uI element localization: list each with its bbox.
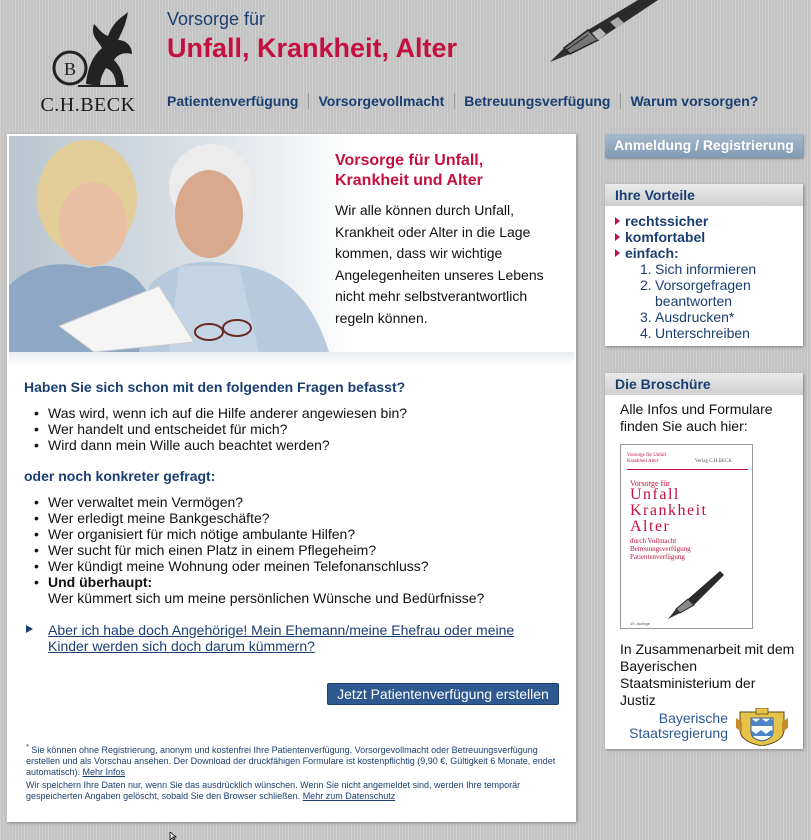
list-item: • Wer verwaltet mein Vermögen? bbox=[34, 494, 484, 510]
broschuere-heading: Die Broschüre bbox=[605, 373, 803, 395]
main-content-panel bbox=[7, 134, 576, 822]
bavarian-coat-of-arms-icon bbox=[734, 708, 790, 746]
concrete-questions-heading: oder noch konkreter gefragt: bbox=[24, 468, 216, 484]
fountain-pen-icon bbox=[666, 567, 726, 621]
more-info-link[interactable]: Mehr Infos bbox=[82, 767, 126, 777]
step-item bbox=[640, 261, 803, 277]
cover-top-text: Vorsorge für Unfall Krankheit Alter bbox=[627, 453, 666, 464]
vorteile-box bbox=[605, 184, 803, 346]
triangle-bullet-icon bbox=[615, 217, 620, 225]
step-number: 2. bbox=[640, 277, 652, 293]
svg-text:B: B bbox=[63, 59, 77, 79]
header-subtitle: Vorsorge für bbox=[167, 9, 266, 29]
list-item: • Wer handelt und entscheidet für mich? bbox=[34, 421, 407, 437]
questions-list bbox=[34, 405, 407, 453]
hero-text: Wir alle können durch Unfall, Krankheit oder Alter in die Lage kommen, dass wir wichtige Angelegenheiten unseres Lebens nicht mehr selbstverantwortlich regeln können. bbox=[335, 202, 544, 326]
cover-title-line: Unfall bbox=[630, 486, 680, 503]
bayerische-staatsregierung-logo[interactable] bbox=[622, 708, 792, 746]
relatives-link-block bbox=[26, 622, 546, 654]
step-label: Ausdrucken* bbox=[655, 309, 735, 325]
nav-separator bbox=[454, 93, 455, 109]
cover-subtitle: durch Vollmacht Betreuungsverfügung Patientenverfügung bbox=[630, 537, 691, 561]
nav-separator bbox=[620, 93, 621, 109]
step-item bbox=[640, 309, 803, 325]
step-item bbox=[640, 277, 803, 309]
questions-heading: Haben Sie sich schon mit den folgenden Fragen befasst? bbox=[24, 379, 406, 395]
nav-warum-vorsorgen[interactable]: Warum vorsorgen? bbox=[630, 93, 759, 109]
vorteile-heading: Ihre Vorteile bbox=[605, 184, 803, 206]
list-item-label: komfortabel bbox=[625, 229, 706, 245]
list-item: • Wer kündigt meine Wohnung oder meinen Telefonanschluss? bbox=[34, 558, 484, 574]
nav-separator bbox=[308, 93, 309, 109]
nav-betreuungsverfuegung[interactable]: Betreuungsverfügung bbox=[464, 93, 611, 109]
concrete-questions-list bbox=[34, 494, 484, 606]
nav-vorsorgevollmacht[interactable]: Vorsorgevollmacht bbox=[318, 93, 445, 109]
list-item: • Was wird, wenn ich auf die Hilfe anderer angewiesen bin? bbox=[34, 405, 407, 421]
privacy-link[interactable]: Mehr zum Datenschutz bbox=[302, 791, 396, 801]
brochure-cover-image[interactable] bbox=[620, 444, 753, 629]
list-item-label: einfach: bbox=[625, 245, 679, 261]
list-item-label: rechtssicher bbox=[625, 213, 709, 229]
griffin-icon bbox=[28, 10, 148, 94]
main-navigation bbox=[167, 93, 758, 109]
arrow-right-icon bbox=[26, 625, 33, 633]
hero-divider bbox=[9, 352, 574, 366]
login-register-button[interactable]: Anmeldung / Registrierung bbox=[605, 134, 803, 158]
step-label: Sich informieren bbox=[655, 261, 757, 277]
list-item: • Wer organisiert für mich nötige ambulante Hilfen? bbox=[34, 526, 484, 542]
create-patientenverfuegung-button[interactable]: Jetzt Patientenverfügung erstellen bbox=[327, 683, 559, 705]
list-item-text: Wer kümmert sich um meine persönlichen Wünsche und Bedürfnisse? bbox=[48, 590, 485, 606]
vorteile-list bbox=[605, 206, 803, 261]
footnote-star: * bbox=[26, 742, 29, 751]
elderly-couple-photo bbox=[9, 136, 354, 352]
broschuere-box bbox=[605, 373, 803, 749]
header-title: Unfall, Krankheit, Alter bbox=[167, 33, 458, 63]
footnote-text-1: Sie können ohne Registrierung, anonym und kostenfrei Ihre Patientenverfügung, Vorsorgevollmacht oder Betreuungsverfügung erstellen und als Vorschau ansehen. Der Download der druckfähigen Formulare ist kostenpflichtig (9,90 €, Gültigkeit 6 Monate, endet automatisch). bbox=[26, 745, 556, 777]
broschuere-outro: In Zusammenarbeit mit dem Bayerischen Staatsministerium der Justiz bbox=[620, 641, 795, 708]
list-item: • Wer erledigt meine Bankgeschäfte? bbox=[34, 510, 484, 526]
partner-name: Bayerische Staatsregierung bbox=[629, 710, 728, 741]
triangle-bullet-icon bbox=[615, 233, 620, 241]
chbeck-logo[interactable] bbox=[28, 10, 148, 120]
logo-text: C.H.BECK bbox=[40, 94, 136, 116]
mouse-cursor-icon bbox=[169, 832, 179, 840]
footnote-text-2: Wir speichern Ihre Daten nur, wenn Sie das ausdrücklich wünschen. Wenn Sie nicht angemeldet sind, werden Ihre temporär gespeicherten Angaben gelöscht, sobald Sie den Browser schließen. bbox=[26, 780, 521, 801]
cover-title bbox=[630, 487, 707, 535]
triangle-bullet-icon bbox=[615, 249, 620, 257]
cover-divider bbox=[627, 469, 748, 470]
cover-edition: 19. Auflage bbox=[630, 621, 651, 626]
step-label: Unterschreiben bbox=[655, 325, 750, 341]
nav-patientenverfuegung[interactable]: Patientenverfügung bbox=[167, 93, 299, 109]
cover-title-line: Alter bbox=[630, 518, 671, 535]
list-item: • Wer sucht für mich einen Platz in einem Pflegeheim? bbox=[34, 542, 484, 558]
step-number: 3. bbox=[640, 309, 652, 325]
list-item-bold: Und überhaupt: bbox=[48, 574, 153, 590]
list-item bbox=[615, 213, 803, 229]
fountain-pen-icon bbox=[548, 0, 678, 66]
list-item bbox=[34, 574, 484, 606]
relatives-link[interactable]: Aber ich habe doch Angehörige! Mein Ehemann/meine Ehefrau oder meine Kinder werden sich doch darum kümmern? bbox=[48, 622, 515, 654]
hero-section bbox=[9, 136, 574, 354]
cover-vorsorge: Vorsorge für bbox=[630, 479, 670, 488]
broschuere-intro: Alle Infos und Formulare finden Sie auch hier: bbox=[620, 401, 773, 434]
footnote bbox=[26, 741, 556, 804]
list-item bbox=[615, 229, 803, 245]
cover-title-line: Krankheit bbox=[630, 502, 708, 519]
list-item: • Wird dann mein Wille auch beachtet werden? bbox=[34, 437, 407, 453]
list-item bbox=[615, 245, 803, 261]
step-number: 4. bbox=[640, 325, 652, 341]
steps-list bbox=[605, 261, 803, 341]
step-item bbox=[640, 325, 803, 341]
hero-title: Vorsorge für Unfall, Krankheit und Alter bbox=[335, 152, 484, 189]
step-label: Vorsorgefragen beantworten bbox=[655, 277, 751, 309]
step-number: 1. bbox=[640, 261, 652, 277]
cover-publisher: Verlag C.H.BECK bbox=[694, 459, 732, 464]
